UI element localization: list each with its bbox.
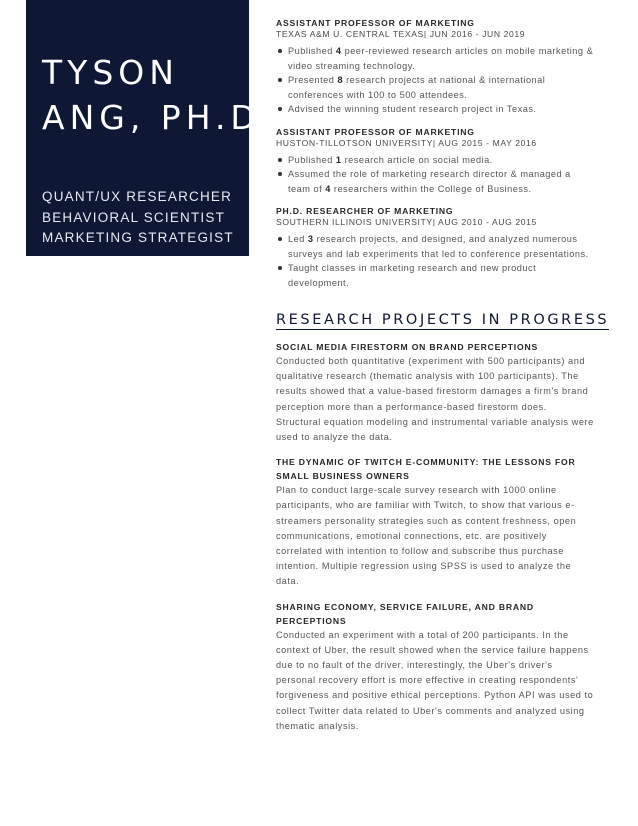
section-heading-research: RESEARCH PROJECTS IN PROGRESS <box>276 312 610 328</box>
bullet-item: Published 4 peer-reviewed research articles on mobile marketing & video streaming technology. <box>288 44 594 73</box>
job-bullets <box>276 232 594 290</box>
role-marketing: MARKETING STRATEGIST <box>42 230 234 245</box>
job-title: PH.D. RESEARCHER OF MARKETING <box>276 206 454 216</box>
bullet-item: Presented 8 research projects at national & international conferences with 100 to 500 attendees. <box>288 73 594 102</box>
job-bullets <box>276 44 594 117</box>
project-description: Conducted an experiment with a total of 200 participants. In the context of Uber, the result showed when the service failure happens due to no fault of the driver, interestingly, the Uber's driver's personal recovery effort is more effective in creating respondents' forgiveness and positive ethical perceptions. Python API was used to collect Twitter data related to Uber's comments and analyzed using thematic analysis. <box>276 629 594 731</box>
role-quant-ux: QUANT/UX RESEARCHER <box>42 189 233 204</box>
name-line-2: ANG, PH.D. <box>42 98 277 137</box>
job-title: ASSISTANT PROFESSOR OF MARKETING <box>276 126 475 137</box>
research-project <box>276 600 594 734</box>
job-bullets <box>276 153 594 197</box>
bullet-item: Assumed the role of marketing research director & managed a team of 4 researchers within the College of Business. <box>288 167 594 196</box>
experience-entry <box>276 127 594 197</box>
bullet-item: Taught classes in marketing research and new product development. <box>288 261 594 290</box>
project-description: Conducted both quantitative (experiment with 500 participants) and qualitative research (thematic analysis with 100 participants). The results showed that a value-based firestorm damages a firm's brand perception more than a performance-based firestorm does. Structural equation modeling and instrumental variable analysis were used to analyze the data. <box>276 356 594 443</box>
experience-entry <box>276 206 594 290</box>
experience-entry <box>276 18 594 117</box>
bullet-item: Advised the winning student research project in Texas. <box>288 102 594 117</box>
research-project <box>276 340 594 445</box>
job-subtitle: TEXAS A&M U. CENTRAL TEXAS| JUN 2016 - JUN 2019 <box>276 29 526 39</box>
project-description: Plan to conduct large-scale survey research with 1000 online participants, who are familiar with Twitch, to show that various e-streamers personality strategies such as content freshness, open communications, emotional connections, etc. are positively correlated with intention to follow and subscribe thus purchase intention. Multiple regression using SPSS is used to analyze the data. <box>276 485 577 587</box>
bullet-item: Published 1 research article on social media. <box>288 153 594 168</box>
bullet-item: Led 3 research projects, and designed, and analyzed numerous surveys and lab experiments that led to conference presentations. <box>288 232 594 261</box>
project-title: SOCIAL MEDIA FIRESTORM ON BRAND PERCEPTIONS <box>276 342 538 352</box>
role-list <box>42 187 235 249</box>
job-title: ASSISTANT PROFESSOR OF MARKETING <box>276 18 475 28</box>
main-content <box>276 18 610 734</box>
research-project <box>276 455 594 589</box>
role-behavioral: BEHAVIORAL SCIENTIST <box>42 209 226 225</box>
project-title: THE DYNAMIC OF TWITCH E-COMMUNITY: THE LESSONS FOR SMALL BUSINESS OWNERS <box>276 457 576 482</box>
project-title: SHARING ECONOMY, SERVICE FAILURE, AND BRAND PERCEPTIONS <box>276 601 534 626</box>
profile-header-block <box>26 0 277 256</box>
job-subtitle: HUSTON-TILLOTSON UNIVERSITY| AUG 2015 - MAY 2016 <box>276 137 537 148</box>
job-subtitle: SOUTHERN ILLINOIS UNIVERSITY| AUG 2010 - AUG 2015 <box>276 217 537 227</box>
name-line-1: TYSON <box>42 53 179 92</box>
